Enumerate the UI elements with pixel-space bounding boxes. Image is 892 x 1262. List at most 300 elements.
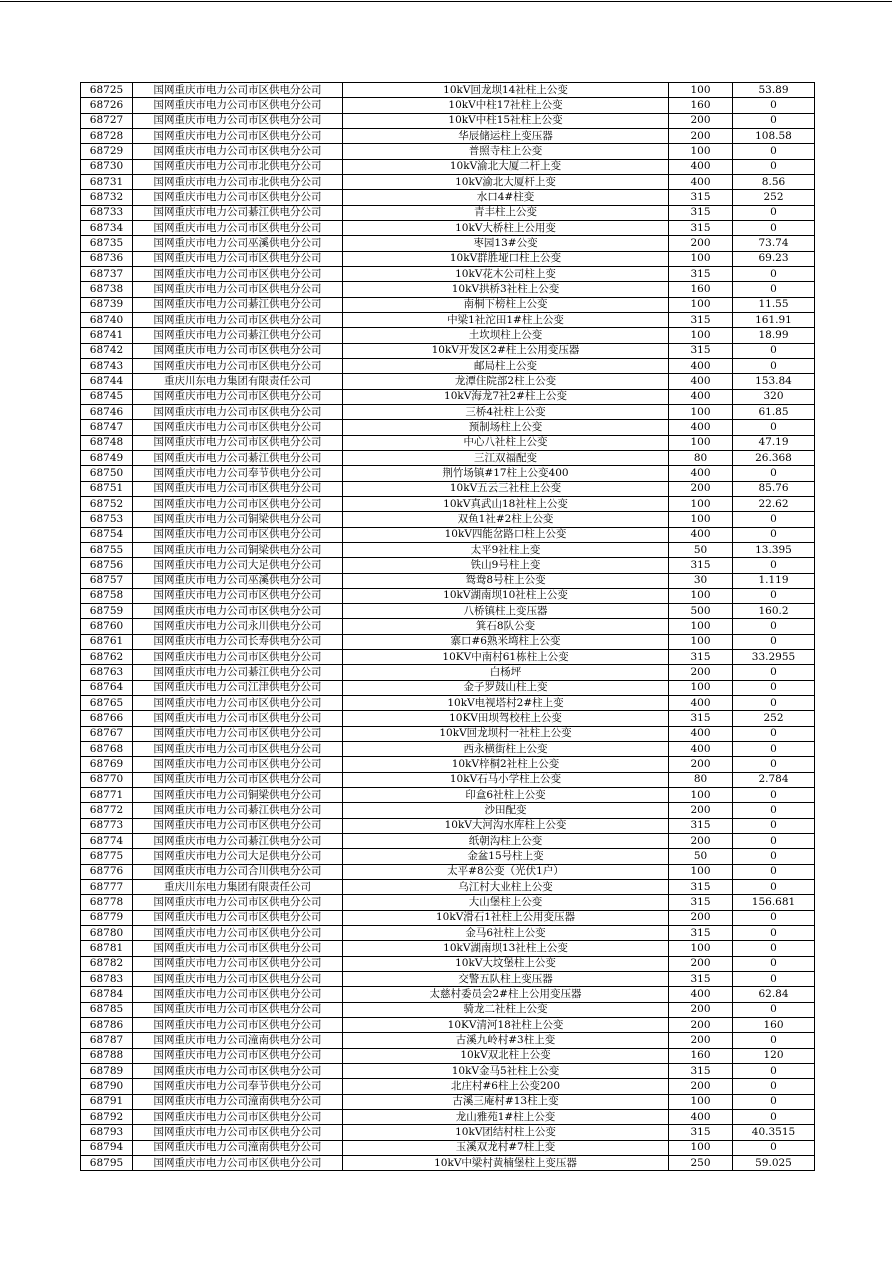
table-row bbox=[81, 113, 815, 128]
table-row bbox=[81, 450, 815, 465]
transformer-name-cell: 太慈村委员会2#柱上公用变压器 bbox=[343, 987, 669, 1002]
capacity-cell: 100 bbox=[669, 297, 733, 312]
company-cell: 国网重庆市电力公司市区供电分公司 bbox=[133, 251, 343, 266]
row-id-cell: 68774 bbox=[81, 834, 133, 849]
row-id-cell: 68750 bbox=[81, 466, 133, 481]
capacity-cell: 315 bbox=[669, 972, 733, 987]
company-cell: 国网重庆市电力公司市区供电分公司 bbox=[133, 926, 343, 941]
capacity-cell: 400 bbox=[669, 174, 733, 189]
value-cell: 0 bbox=[733, 910, 815, 925]
row-id-cell: 68784 bbox=[81, 987, 133, 1002]
table-body bbox=[81, 83, 815, 1171]
value-cell: 252 bbox=[733, 711, 815, 726]
capacity-cell: 400 bbox=[669, 159, 733, 174]
value-cell: 0 bbox=[733, 1109, 815, 1124]
value-cell: 0 bbox=[733, 1002, 815, 1017]
row-id-cell: 68764 bbox=[81, 680, 133, 695]
transformer-name-cell: 预制场柱上公变 bbox=[343, 420, 669, 435]
transformer-table bbox=[80, 82, 815, 1171]
row-id-cell: 68787 bbox=[81, 1033, 133, 1048]
row-id-cell: 68727 bbox=[81, 113, 133, 128]
value-cell: 8.56 bbox=[733, 174, 815, 189]
transformer-name-cell: 水口4#柱变 bbox=[343, 190, 669, 205]
value-cell: 13.395 bbox=[733, 542, 815, 557]
transformer-name-cell: 10kV回龙坝14社柱上公变 bbox=[343, 83, 669, 98]
transformer-name-cell: 10kV金马5社柱上公变 bbox=[343, 1064, 669, 1079]
row-id-cell: 68753 bbox=[81, 512, 133, 527]
value-cell: 0 bbox=[733, 864, 815, 879]
table-row bbox=[81, 190, 815, 205]
row-id-cell: 68742 bbox=[81, 343, 133, 358]
transformer-name-cell: 普照寺柱上公变 bbox=[343, 144, 669, 159]
company-cell: 国网重庆市电力公司市区供电分公司 bbox=[133, 1002, 343, 1017]
row-id-cell: 68739 bbox=[81, 297, 133, 312]
transformer-name-cell: 中心八社柱上公变 bbox=[343, 435, 669, 450]
transformer-name-cell: 箕石8队公变 bbox=[343, 619, 669, 634]
capacity-cell: 100 bbox=[669, 941, 733, 956]
capacity-cell: 200 bbox=[669, 1033, 733, 1048]
transformer-name-cell: 沙田配变 bbox=[343, 803, 669, 818]
row-id-cell: 68752 bbox=[81, 496, 133, 511]
transformer-name-cell: 华辰储运柱上变压器 bbox=[343, 128, 669, 143]
capacity-cell: 315 bbox=[669, 205, 733, 220]
company-cell: 国网重庆市电力公司市区供电分公司 bbox=[133, 496, 343, 511]
row-id-cell: 68758 bbox=[81, 588, 133, 603]
table-row bbox=[81, 1002, 815, 1017]
company-cell: 重庆川东电力集团有限责任公司 bbox=[133, 374, 343, 389]
transformer-name-cell: 双鱼1社#2柱上公变 bbox=[343, 512, 669, 527]
transformer-name-cell: 10kV电视塔村2#柱上变 bbox=[343, 696, 669, 711]
row-id-cell: 68733 bbox=[81, 205, 133, 220]
transformer-name-cell: 10kV中柱17社柱上公变 bbox=[343, 98, 669, 113]
capacity-cell: 400 bbox=[669, 466, 733, 481]
value-cell: 0 bbox=[733, 343, 815, 358]
row-id-cell: 68780 bbox=[81, 926, 133, 941]
capacity-cell: 50 bbox=[669, 542, 733, 557]
capacity-cell: 400 bbox=[669, 696, 733, 711]
row-id-cell: 68794 bbox=[81, 1140, 133, 1155]
company-cell: 国网重庆市电力公司市区供电分公司 bbox=[133, 312, 343, 327]
row-id-cell: 68782 bbox=[81, 956, 133, 971]
company-cell: 国网重庆市电力公司綦江供电分公司 bbox=[133, 834, 343, 849]
row-id-cell: 68740 bbox=[81, 312, 133, 327]
transformer-name-cell: 寨口#6熟米塆柱上公变 bbox=[343, 634, 669, 649]
company-cell: 国网重庆市电力公司市区供电分公司 bbox=[133, 895, 343, 910]
capacity-cell: 400 bbox=[669, 1109, 733, 1124]
transformer-name-cell: 大山堡柱上公变 bbox=[343, 895, 669, 910]
transformer-name-cell: 10kV渝北大厦杆上变 bbox=[343, 174, 669, 189]
transformer-name-cell: 土坎坝柱上公变 bbox=[343, 328, 669, 343]
capacity-cell: 315 bbox=[669, 650, 733, 665]
transformer-name-cell: 10kV大河沟水库柱上公变 bbox=[343, 818, 669, 833]
table-row bbox=[81, 205, 815, 220]
value-cell: 0 bbox=[733, 98, 815, 113]
capacity-cell: 100 bbox=[669, 328, 733, 343]
value-cell: 0 bbox=[733, 282, 815, 297]
value-cell: 0 bbox=[733, 742, 815, 757]
transformer-name-cell: 乌江村大业柱上公变 bbox=[343, 880, 669, 895]
value-cell: 0 bbox=[733, 788, 815, 803]
company-cell: 国网重庆市电力公司市区供电分公司 bbox=[133, 435, 343, 450]
value-cell: 2.784 bbox=[733, 772, 815, 787]
table-row bbox=[81, 726, 815, 741]
company-cell: 国网重庆市电力公司市北供电分公司 bbox=[133, 174, 343, 189]
value-cell: 0 bbox=[733, 220, 815, 235]
transformer-name-cell: 邮局柱上公变 bbox=[343, 358, 669, 373]
capacity-cell: 400 bbox=[669, 726, 733, 741]
table-row bbox=[81, 282, 815, 297]
capacity-cell: 400 bbox=[669, 527, 733, 542]
company-cell: 国网重庆市电力公司永川供电分公司 bbox=[133, 619, 343, 634]
company-cell: 国网重庆市电力公司市区供电分公司 bbox=[133, 972, 343, 987]
transformer-name-cell: 骑龙二社柱上公变 bbox=[343, 1002, 669, 1017]
transformer-name-cell: 10KV清河18社柱上公变 bbox=[343, 1018, 669, 1033]
transformer-name-cell: 金马6社柱上公变 bbox=[343, 926, 669, 941]
value-cell: 0 bbox=[733, 696, 815, 711]
capacity-cell: 100 bbox=[669, 435, 733, 450]
value-cell: 0 bbox=[733, 880, 815, 895]
transformer-name-cell: 10kV五云三社柱上公变 bbox=[343, 481, 669, 496]
row-id-cell: 68748 bbox=[81, 435, 133, 450]
table-row bbox=[81, 588, 815, 603]
capacity-cell: 30 bbox=[669, 573, 733, 588]
company-cell: 国网重庆市电力公司市区供电分公司 bbox=[133, 941, 343, 956]
transformer-name-cell: 10kV石马小学柱上公变 bbox=[343, 772, 669, 787]
value-cell: 0 bbox=[733, 527, 815, 542]
value-cell: 0 bbox=[733, 634, 815, 649]
row-id-cell: 68776 bbox=[81, 864, 133, 879]
company-cell: 国网重庆市电力公司市区供电分公司 bbox=[133, 220, 343, 235]
transformer-name-cell: 10kV真武山18社柱上公变 bbox=[343, 496, 669, 511]
row-id-cell: 68789 bbox=[81, 1064, 133, 1079]
table-row bbox=[81, 634, 815, 649]
transformer-name-cell: 10kV四能岔路口柱上公变 bbox=[343, 527, 669, 542]
value-cell: 59.025 bbox=[733, 1155, 815, 1170]
company-cell: 国网重庆市电力公司市区供电分公司 bbox=[133, 818, 343, 833]
table-row bbox=[81, 604, 815, 619]
company-cell: 国网重庆市电力公司市区供电分公司 bbox=[133, 1125, 343, 1140]
table-row bbox=[81, 1155, 815, 1170]
company-cell: 国网重庆市电力公司市区供电分公司 bbox=[133, 772, 343, 787]
row-id-cell: 68754 bbox=[81, 527, 133, 542]
value-cell: 0 bbox=[733, 466, 815, 481]
value-cell: 120 bbox=[733, 1048, 815, 1063]
value-cell: 73.74 bbox=[733, 236, 815, 251]
table-row bbox=[81, 174, 815, 189]
table-row bbox=[81, 83, 815, 98]
transformer-name-cell: 10kV花木公司柱上变 bbox=[343, 266, 669, 281]
table-row bbox=[81, 665, 815, 680]
company-cell: 国网重庆市电力公司市区供电分公司 bbox=[133, 910, 343, 925]
row-id-cell: 68777 bbox=[81, 880, 133, 895]
row-id-cell: 68768 bbox=[81, 742, 133, 757]
capacity-cell: 160 bbox=[669, 98, 733, 113]
table-row bbox=[81, 1048, 815, 1063]
row-id-cell: 68793 bbox=[81, 1125, 133, 1140]
company-cell: 国网重庆市电力公司巫溪供电分公司 bbox=[133, 573, 343, 588]
table-row bbox=[81, 1018, 815, 1033]
capacity-cell: 315 bbox=[669, 343, 733, 358]
capacity-cell: 200 bbox=[669, 236, 733, 251]
transformer-name-cell: 10kV中梁村黄楠堡柱上变压器 bbox=[343, 1155, 669, 1170]
value-cell: 18.99 bbox=[733, 328, 815, 343]
capacity-cell: 200 bbox=[669, 1018, 733, 1033]
transformer-name-cell: 中梁1社沱田1#柱上公变 bbox=[343, 312, 669, 327]
row-id-cell: 68732 bbox=[81, 190, 133, 205]
value-cell: 61.85 bbox=[733, 404, 815, 419]
capacity-cell: 200 bbox=[669, 113, 733, 128]
value-cell: 11.55 bbox=[733, 297, 815, 312]
value-cell: 1.119 bbox=[733, 573, 815, 588]
value-cell: 47.19 bbox=[733, 435, 815, 450]
transformer-name-cell: 枣园13#公变 bbox=[343, 236, 669, 251]
value-cell: 160 bbox=[733, 1018, 815, 1033]
row-id-cell: 68729 bbox=[81, 144, 133, 159]
capacity-cell: 315 bbox=[669, 266, 733, 281]
value-cell: 0 bbox=[733, 1033, 815, 1048]
company-cell: 国网重庆市电力公司市区供电分公司 bbox=[133, 358, 343, 373]
row-id-cell: 68783 bbox=[81, 972, 133, 987]
value-cell: 108.58 bbox=[733, 128, 815, 143]
capacity-cell: 200 bbox=[669, 910, 733, 925]
transformer-name-cell: 荆竹场镇#17柱上公变400 bbox=[343, 466, 669, 481]
value-cell: 0 bbox=[733, 159, 815, 174]
capacity-cell: 200 bbox=[669, 128, 733, 143]
company-cell: 国网重庆市电力公司市区供电分公司 bbox=[133, 696, 343, 711]
table-row bbox=[81, 220, 815, 235]
row-id-cell: 68755 bbox=[81, 542, 133, 557]
value-cell: 0 bbox=[733, 726, 815, 741]
transformer-name-cell: 三江双福配变 bbox=[343, 450, 669, 465]
row-id-cell: 68769 bbox=[81, 757, 133, 772]
value-cell: 85.76 bbox=[733, 481, 815, 496]
table-row bbox=[81, 1033, 815, 1048]
table-row bbox=[81, 251, 815, 266]
capacity-cell: 100 bbox=[669, 619, 733, 634]
value-cell: 161.91 bbox=[733, 312, 815, 327]
transformer-name-cell: 印盒6社柱上公变 bbox=[343, 788, 669, 803]
row-id-cell: 68759 bbox=[81, 604, 133, 619]
transformer-name-cell: 10KV田坝驾校柱上公变 bbox=[343, 711, 669, 726]
value-cell: 0 bbox=[733, 956, 815, 971]
table-row bbox=[81, 328, 815, 343]
transformer-name-cell: 八桥镇柱上变压器 bbox=[343, 604, 669, 619]
row-id-cell: 68792 bbox=[81, 1109, 133, 1124]
value-cell: 0 bbox=[733, 358, 815, 373]
value-cell: 0 bbox=[733, 512, 815, 527]
company-cell: 国网重庆市电力公司市区供电分公司 bbox=[133, 588, 343, 603]
table-row bbox=[81, 512, 815, 527]
transformer-name-cell: 10kV湖南坝13社柱上公变 bbox=[343, 941, 669, 956]
row-id-cell: 68757 bbox=[81, 573, 133, 588]
company-cell: 国网重庆市电力公司市区供电分公司 bbox=[133, 144, 343, 159]
row-id-cell: 68773 bbox=[81, 818, 133, 833]
company-cell: 国网重庆市电力公司市区供电分公司 bbox=[133, 343, 343, 358]
table-row bbox=[81, 1094, 815, 1109]
row-id-cell: 68766 bbox=[81, 711, 133, 726]
company-cell: 国网重庆市电力公司合川供电分公司 bbox=[133, 864, 343, 879]
row-id-cell: 68745 bbox=[81, 389, 133, 404]
table-row bbox=[81, 941, 815, 956]
row-id-cell: 68744 bbox=[81, 374, 133, 389]
company-cell: 国网重庆市电力公司市区供电分公司 bbox=[133, 128, 343, 143]
capacity-cell: 200 bbox=[669, 834, 733, 849]
transformer-name-cell: 太平9社柱上变 bbox=[343, 542, 669, 557]
company-cell: 国网重庆市电力公司市区供电分公司 bbox=[133, 650, 343, 665]
company-cell: 国网重庆市电力公司綦江供电分公司 bbox=[133, 665, 343, 680]
company-cell: 国网重庆市电力公司潼南供电分公司 bbox=[133, 1094, 343, 1109]
transformer-name-cell: 古溪九岭村#3柱上变 bbox=[343, 1033, 669, 1048]
capacity-cell: 100 bbox=[669, 634, 733, 649]
company-cell: 国网重庆市电力公司市区供电分公司 bbox=[133, 604, 343, 619]
capacity-cell: 100 bbox=[669, 404, 733, 419]
company-cell: 国网重庆市电力公司潼南供电分公司 bbox=[133, 1033, 343, 1048]
row-id-cell: 68763 bbox=[81, 665, 133, 680]
transformer-name-cell: 鸳鸯8号柱上公变 bbox=[343, 573, 669, 588]
table-row bbox=[81, 236, 815, 251]
table-row bbox=[81, 389, 815, 404]
value-cell: 0 bbox=[733, 588, 815, 603]
company-cell: 国网重庆市电力公司市区供电分公司 bbox=[133, 190, 343, 205]
capacity-cell: 200 bbox=[669, 665, 733, 680]
transformer-name-cell: 10kV大坟堡柱上公变 bbox=[343, 956, 669, 971]
value-cell: 0 bbox=[733, 113, 815, 128]
value-cell: 26.368 bbox=[733, 450, 815, 465]
table-row bbox=[81, 312, 815, 327]
table-row bbox=[81, 926, 815, 941]
value-cell: 0 bbox=[733, 205, 815, 220]
table-row bbox=[81, 834, 815, 849]
company-cell: 国网重庆市电力公司市区供电分公司 bbox=[133, 1109, 343, 1124]
transformer-name-cell: 铁山9号柱上变 bbox=[343, 558, 669, 573]
company-cell: 国网重庆市电力公司市区供电分公司 bbox=[133, 1048, 343, 1063]
capacity-cell: 315 bbox=[669, 926, 733, 941]
company-cell: 国网重庆市电力公司大足供电分公司 bbox=[133, 558, 343, 573]
value-cell: 0 bbox=[733, 558, 815, 573]
capacity-cell: 100 bbox=[669, 512, 733, 527]
value-cell: 160.2 bbox=[733, 604, 815, 619]
company-cell: 国网重庆市电力公司市区供电分公司 bbox=[133, 742, 343, 757]
company-cell: 国网重庆市电力公司市区供电分公司 bbox=[133, 404, 343, 419]
table-row bbox=[81, 1109, 815, 1124]
value-cell: 252 bbox=[733, 190, 815, 205]
table-row bbox=[81, 880, 815, 895]
row-id-cell: 68730 bbox=[81, 159, 133, 174]
table-row bbox=[81, 128, 815, 143]
row-id-cell: 68741 bbox=[81, 328, 133, 343]
transformer-name-cell: 交警五队柱上变压器 bbox=[343, 972, 669, 987]
table-row bbox=[81, 466, 815, 481]
row-id-cell: 68772 bbox=[81, 803, 133, 818]
transformer-name-cell: 10kV团结村柱上公变 bbox=[343, 1125, 669, 1140]
capacity-cell: 200 bbox=[669, 1002, 733, 1017]
table-row bbox=[81, 481, 815, 496]
value-cell: 53.89 bbox=[733, 83, 815, 98]
value-cell: 69.23 bbox=[733, 251, 815, 266]
value-cell: 0 bbox=[733, 1079, 815, 1094]
row-id-cell: 68736 bbox=[81, 251, 133, 266]
capacity-cell: 80 bbox=[669, 450, 733, 465]
row-id-cell: 68737 bbox=[81, 266, 133, 281]
table-row bbox=[81, 972, 815, 987]
company-cell: 国网重庆市电力公司市区供电分公司 bbox=[133, 113, 343, 128]
table-row bbox=[81, 987, 815, 1002]
capacity-cell: 100 bbox=[669, 680, 733, 695]
company-cell: 国网重庆市电力公司市区供电分公司 bbox=[133, 389, 343, 404]
transformer-name-cell: 西永横街柱上公变 bbox=[343, 742, 669, 757]
capacity-cell: 400 bbox=[669, 987, 733, 1002]
transformer-name-cell: 玉溪双龙村#7柱上变 bbox=[343, 1140, 669, 1155]
row-id-cell: 68767 bbox=[81, 726, 133, 741]
capacity-cell: 400 bbox=[669, 374, 733, 389]
capacity-cell: 315 bbox=[669, 1125, 733, 1140]
company-cell: 国网重庆市电力公司铜梁供电分公司 bbox=[133, 788, 343, 803]
capacity-cell: 250 bbox=[669, 1155, 733, 1170]
row-id-cell: 68756 bbox=[81, 558, 133, 573]
table-row bbox=[81, 1064, 815, 1079]
value-cell: 33.2955 bbox=[733, 650, 815, 665]
row-id-cell: 68791 bbox=[81, 1094, 133, 1109]
table-row bbox=[81, 864, 815, 879]
table-row bbox=[81, 849, 815, 864]
value-cell: 62.84 bbox=[733, 987, 815, 1002]
capacity-cell: 200 bbox=[669, 956, 733, 971]
company-cell: 国网重庆市电力公司奉节供电分公司 bbox=[133, 466, 343, 481]
row-id-cell: 68726 bbox=[81, 98, 133, 113]
page-top-rule bbox=[0, 1, 892, 2]
company-cell: 国网重庆市电力公司市区供电分公司 bbox=[133, 420, 343, 435]
row-id-cell: 68778 bbox=[81, 895, 133, 910]
row-id-cell: 68770 bbox=[81, 772, 133, 787]
transformer-name-cell: 青丰柱上公变 bbox=[343, 205, 669, 220]
capacity-cell: 100 bbox=[669, 788, 733, 803]
table-row bbox=[81, 1079, 815, 1094]
capacity-cell: 100 bbox=[669, 83, 733, 98]
value-cell: 0 bbox=[733, 680, 815, 695]
capacity-cell: 500 bbox=[669, 604, 733, 619]
capacity-cell: 100 bbox=[669, 588, 733, 603]
company-cell: 国网重庆市电力公司市区供电分公司 bbox=[133, 726, 343, 741]
transformer-name-cell: 10kV滑石1社柱上公用变压器 bbox=[343, 910, 669, 925]
company-cell: 国网重庆市电力公司綦江供电分公司 bbox=[133, 450, 343, 465]
company-cell: 国网重庆市电力公司市区供电分公司 bbox=[133, 757, 343, 772]
capacity-cell: 100 bbox=[669, 864, 733, 879]
row-id-cell: 68795 bbox=[81, 1155, 133, 1170]
capacity-cell: 400 bbox=[669, 742, 733, 757]
capacity-cell: 100 bbox=[669, 1094, 733, 1109]
value-cell: 153.84 bbox=[733, 374, 815, 389]
table-row bbox=[81, 297, 815, 312]
transformer-name-cell: 10kV海龙7社2#柱上公变 bbox=[343, 389, 669, 404]
transformer-name-cell: 10kV群胜垭口柱上公变 bbox=[343, 251, 669, 266]
value-cell: 320 bbox=[733, 389, 815, 404]
table-row bbox=[81, 527, 815, 542]
value-cell: 0 bbox=[733, 266, 815, 281]
transformer-name-cell: 10kV梓桐2社柱上公变 bbox=[343, 757, 669, 772]
capacity-cell: 400 bbox=[669, 389, 733, 404]
row-id-cell: 68731 bbox=[81, 174, 133, 189]
value-cell: 156.681 bbox=[733, 895, 815, 910]
company-cell: 国网重庆市电力公司市区供电分公司 bbox=[133, 956, 343, 971]
company-cell: 国网重庆市电力公司大足供电分公司 bbox=[133, 849, 343, 864]
value-cell: 0 bbox=[733, 665, 815, 680]
row-id-cell: 68790 bbox=[81, 1079, 133, 1094]
company-cell: 国网重庆市电力公司綦江供电分公司 bbox=[133, 205, 343, 220]
transformer-name-cell: 10kV开发区2#柱上公用变压器 bbox=[343, 343, 669, 358]
capacity-cell: 315 bbox=[669, 558, 733, 573]
row-id-cell: 68749 bbox=[81, 450, 133, 465]
capacity-cell: 200 bbox=[669, 1079, 733, 1094]
